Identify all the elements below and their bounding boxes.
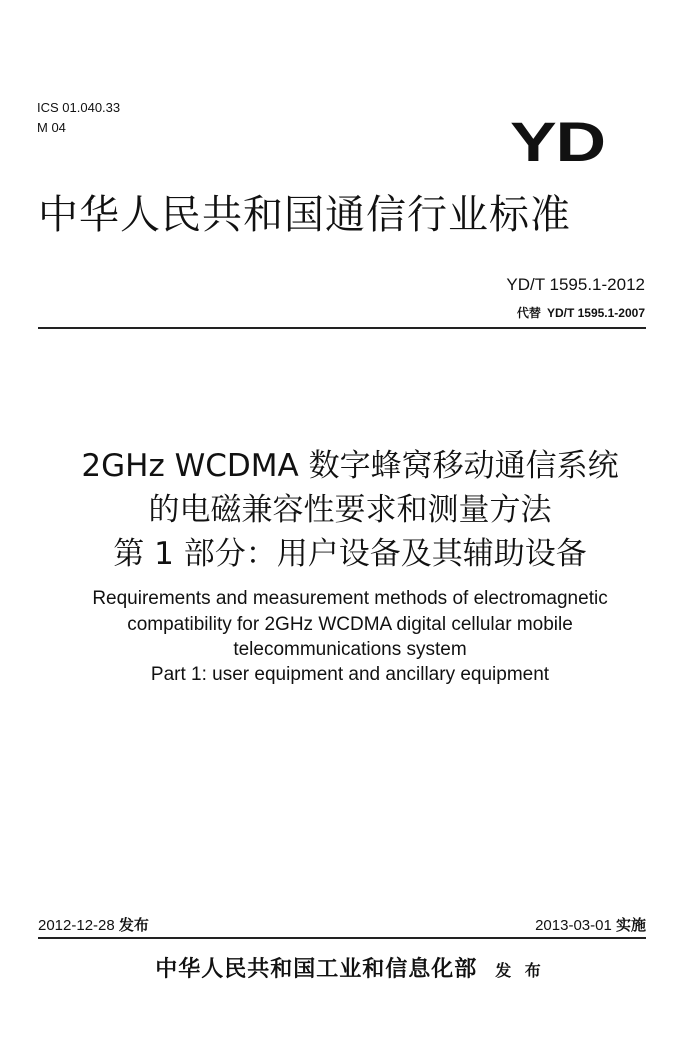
replaces-line bbox=[517, 305, 645, 321]
implementation-date bbox=[535, 916, 646, 935]
issue-label: 发布 bbox=[118, 916, 149, 934]
replaces-number: YD/T 1595.1-2007 bbox=[546, 306, 645, 320]
classification-code: M 04 bbox=[37, 120, 66, 135]
organization-title: 中华人民共和国通信行业标准 bbox=[38, 192, 571, 238]
issue-date bbox=[38, 916, 149, 935]
publish-label: 发 布 bbox=[495, 961, 545, 980]
implement-date-value: 2013-03-01 bbox=[535, 917, 612, 934]
ics-code: ICS 01.040.33 bbox=[37, 100, 121, 115]
issue-date-value: 2012-12-28 bbox=[38, 917, 115, 934]
chinese-title-line-2: 的电磁兼容性要求和测量方法 bbox=[148, 492, 552, 528]
chinese-title-line-1: 2GHz WCDMA 数字蜂窝移动通信系统 bbox=[81, 448, 619, 484]
english-title-line-1: Requirements and measurement methods of electromagnetic bbox=[92, 588, 608, 609]
bottom-divider bbox=[38, 937, 646, 939]
english-title-line-3: telecommunications system bbox=[233, 639, 467, 660]
yd-logo: YD bbox=[510, 110, 605, 173]
publisher-name: 中华人民共和国工业和信息化部 bbox=[155, 956, 478, 982]
implement-label: 实施 bbox=[615, 916, 646, 934]
english-title-line-4: Part 1: user equipment and ancillary equipment bbox=[150, 664, 550, 685]
publisher-line bbox=[0, 955, 700, 985]
top-divider bbox=[38, 327, 646, 329]
replaces-label: 代替 bbox=[516, 306, 541, 320]
standard-number: YD/T 1595.1-2012 bbox=[506, 275, 645, 294]
chinese-title-line-3: 第 1 部分：用户设备及其辅助设备 bbox=[113, 536, 587, 572]
english-title-line-2: compatibility for 2GHz WCDMA digital cellular mobile bbox=[127, 614, 573, 635]
